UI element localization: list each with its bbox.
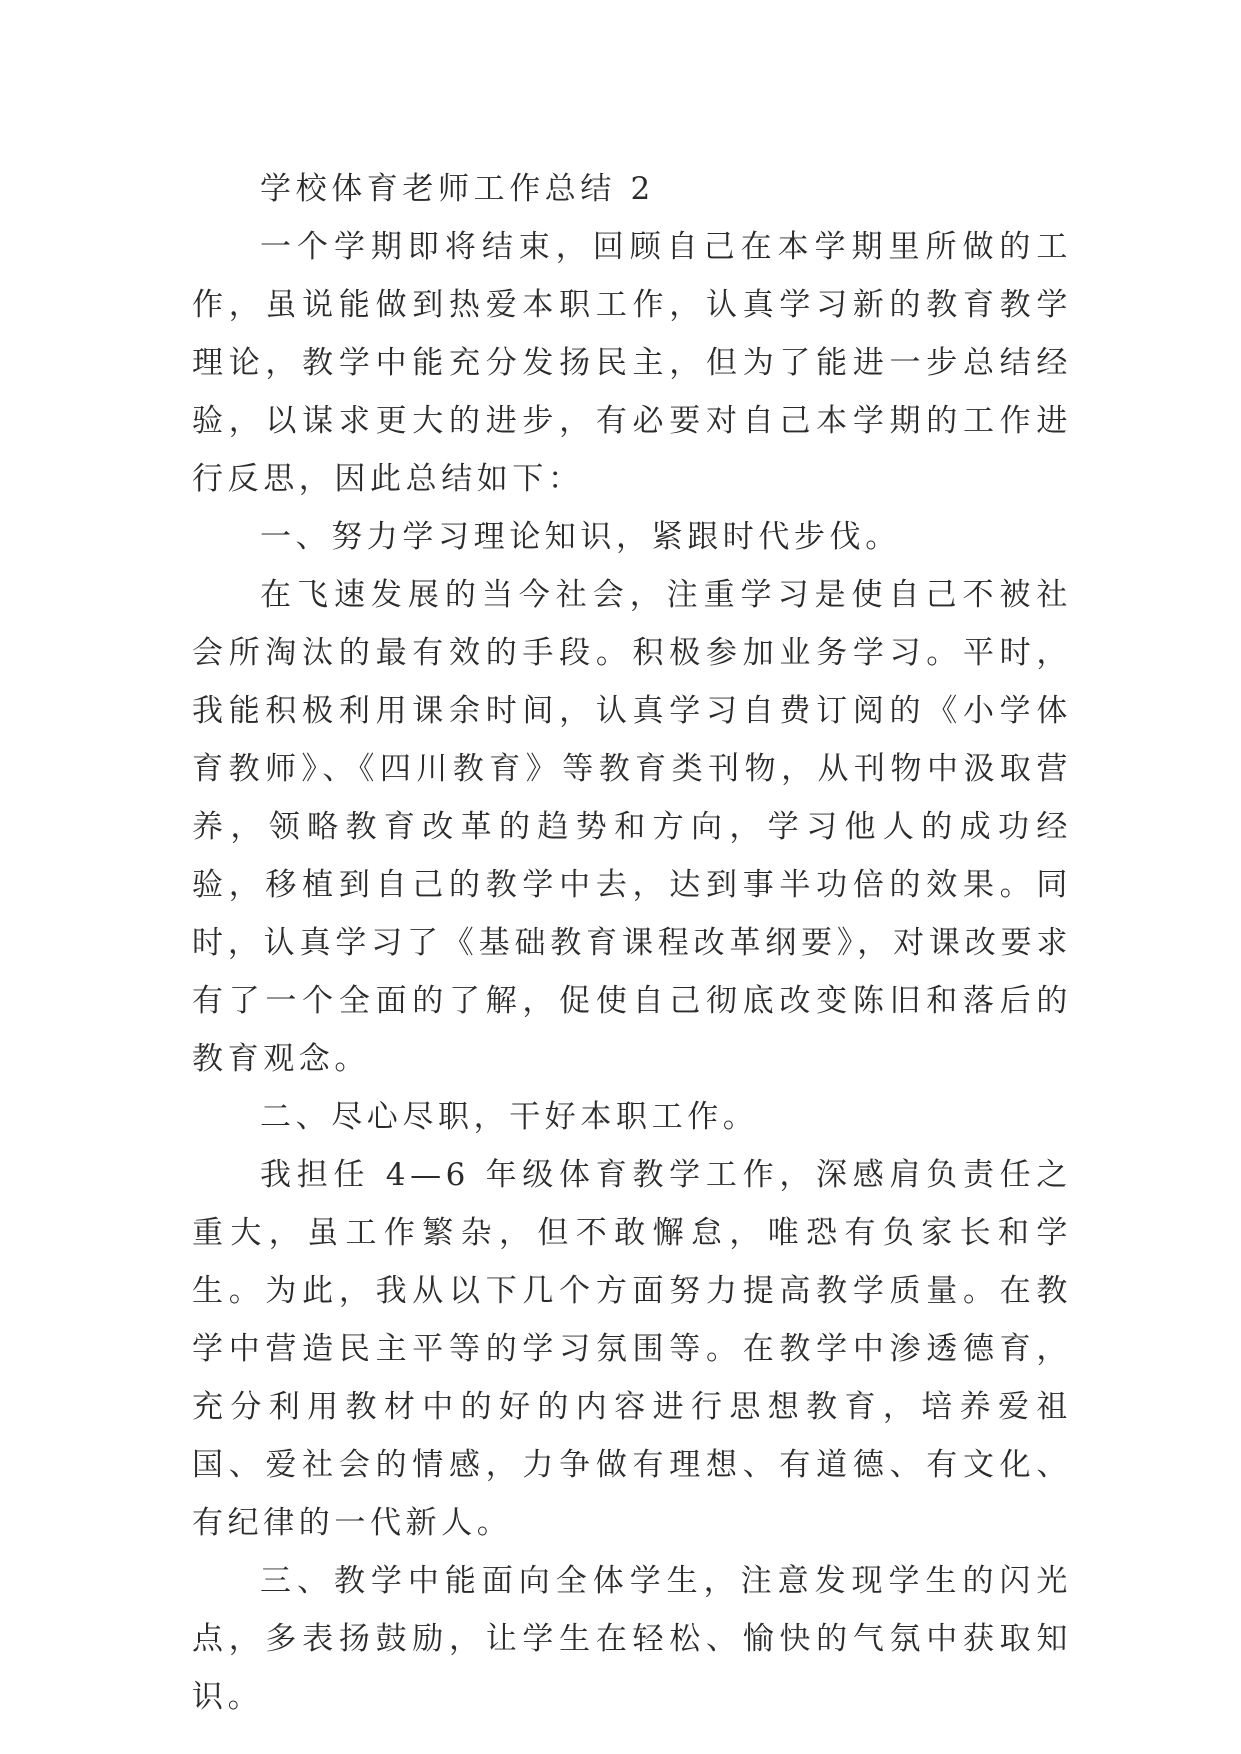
section-heading-3: 三、教学中能面向全体学生，注意发现学生的闪光点，多表扬鼓励，让学生在轻松、愉快的气氛中获取知识。 xyxy=(192,1563,1072,1715)
paragraph-teaching: 我担任 4—6 年级体育教学工作，深感肩负责任之重大，虽工作繁杂，但不敢懈怠，唯恐有负家长和学生。为此，我从以下几个方面努力提高教学质量。在教学中营造民主平等的学习氛围等。在教学中渗透德育，充分利用教材中的好的内容进行思想教育，培养爱祖国、爱社会的情感，力争做有理想、有道德、有文化、有纪律的一代新人。 xyxy=(192,1157,1072,1541)
section-heading-1: 一、努力学习理论知识，紧跟时代步伐。 xyxy=(260,519,901,555)
document-page xyxy=(192,160,1072,1726)
paragraph-study: 在飞速发展的当今社会，注重学习是使自己不被社会所淘汰的最有效的手段。积极参加业务学习。平时，我能积极利用课余时间，认真学习自费订阅的《小学体育教师》、《四川教育》等教育类刊物，从刊物中汲取营养，领略教育改革的趋势和方向，学习他人的成功经验，移植到自己的教学中去，达到事半功倍的效果。同时，认真学习了《基础教育课程改革纲要》，对课改要求有了一个全面的了解，促使自己彻底改变陈旧和落后的教育观念。 xyxy=(192,577,1072,1077)
document-title: 学校体育老师工作总结 2 xyxy=(260,171,655,207)
section-heading-2: 二、尽心尽职，干好本职工作。 xyxy=(260,1099,759,1135)
paragraph-intro: 一个学期即将结束，回顾自己在本学期里所做的工作，虽说能做到热爱本职工作，认真学习新的教育教学理论，教学中能充分发扬民主，但为了能进一步总结经验，以谋求更大的进步，有必要对自己本学期的工作进行反思，因此总结如下： xyxy=(192,229,1072,497)
